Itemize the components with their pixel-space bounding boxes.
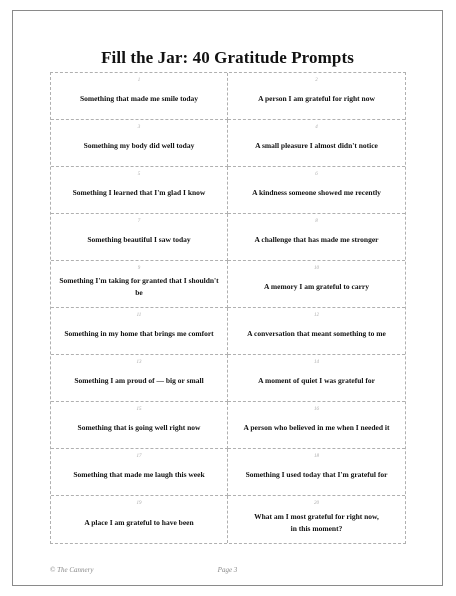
card-prompt: Something my body did well today bbox=[83, 141, 195, 150]
card-number: 20 bbox=[314, 501, 319, 506]
prompt-card bbox=[51, 73, 228, 120]
card-number: 9 bbox=[137, 266, 141, 271]
prompt-card bbox=[228, 449, 405, 496]
prompt-card bbox=[228, 261, 405, 308]
card-number: 17 bbox=[136, 454, 142, 459]
prompt-card bbox=[228, 167, 405, 214]
card-prompt: What am I most grateful for right now, in this moment? bbox=[254, 511, 379, 533]
prompt-card bbox=[51, 214, 228, 261]
card-number: 6 bbox=[315, 172, 318, 177]
prompt-card bbox=[51, 167, 228, 214]
page-title: Fill the Jar: 40 Gratitude Prompts bbox=[101, 48, 354, 67]
prompt-card bbox=[228, 308, 405, 355]
card-number: 18 bbox=[314, 454, 319, 459]
prompt-card bbox=[51, 308, 228, 355]
prompt-card bbox=[51, 402, 228, 449]
prompt-card bbox=[51, 355, 228, 402]
card-prompt: A moment of quiet I was grateful for bbox=[258, 376, 375, 385]
card-prompt: Something in my home that brings me comfort bbox=[64, 329, 214, 338]
prompt-card bbox=[228, 355, 405, 402]
card-number: 2 bbox=[315, 78, 318, 83]
card-number: 7 bbox=[137, 219, 141, 224]
card-number: 8 bbox=[315, 219, 318, 224]
card-number: 11 bbox=[136, 313, 142, 318]
prompt-card bbox=[51, 449, 228, 496]
card-prompt: Something that made me smile today bbox=[79, 94, 199, 103]
card-number: 15 bbox=[136, 407, 142, 412]
prompt-card bbox=[228, 120, 405, 167]
card-prompt: A small pleasure I almost didn't notice bbox=[255, 141, 378, 150]
card-prompt: A challenge that has made me stronger bbox=[254, 235, 379, 244]
prompt-card bbox=[51, 496, 228, 543]
card-prompt: Something beautiful I saw today bbox=[87, 235, 191, 244]
prompt-card bbox=[51, 120, 228, 167]
card-prompt: A place I am grateful to have been bbox=[84, 517, 194, 527]
card-prompt: Something that is going well right now bbox=[77, 423, 201, 432]
card-number: 12 bbox=[314, 313, 319, 318]
footer-copyright: © The Cannery bbox=[50, 566, 94, 574]
document-page bbox=[12, 10, 443, 586]
card-number: 13 bbox=[136, 360, 142, 365]
card-number: 10 bbox=[314, 266, 319, 271]
card-number: 19 bbox=[136, 501, 142, 506]
card-number: 3 bbox=[137, 125, 141, 130]
prompt-card-grid bbox=[50, 72, 406, 544]
card-prompt: Something I used today that I'm grateful for bbox=[245, 470, 388, 479]
card-number: 14 bbox=[314, 360, 319, 365]
card-prompt: Something I'm taking for granted that I shouldn't be bbox=[59, 276, 219, 297]
card-prompt: A memory I am grateful to carry bbox=[264, 282, 369, 291]
card-prompt: A person I am grateful for right now bbox=[258, 94, 375, 103]
card-number: 16 bbox=[314, 407, 319, 412]
card-prompt: Something that made me laugh this week bbox=[73, 470, 205, 479]
prompt-card bbox=[228, 496, 405, 543]
card-number: 4 bbox=[315, 125, 318, 130]
card-prompt: A conversation that meant something to me bbox=[247, 329, 386, 338]
card-prompt: A kindness someone showed me recently bbox=[252, 188, 381, 197]
prompt-card bbox=[228, 73, 405, 120]
card-number: 5 bbox=[137, 172, 141, 177]
card-number: 1 bbox=[137, 78, 141, 83]
prompt-card bbox=[51, 261, 228, 308]
card-prompt: Something I learned that I'm glad I know bbox=[72, 188, 206, 197]
card-prompt: A person who believed in me when I needed it bbox=[243, 423, 390, 432]
prompt-card bbox=[228, 402, 405, 449]
card-prompt: Something I am proud of — big or small bbox=[74, 376, 204, 385]
footer-page-number: Page 3 bbox=[217, 566, 238, 574]
prompt-card bbox=[228, 214, 405, 261]
